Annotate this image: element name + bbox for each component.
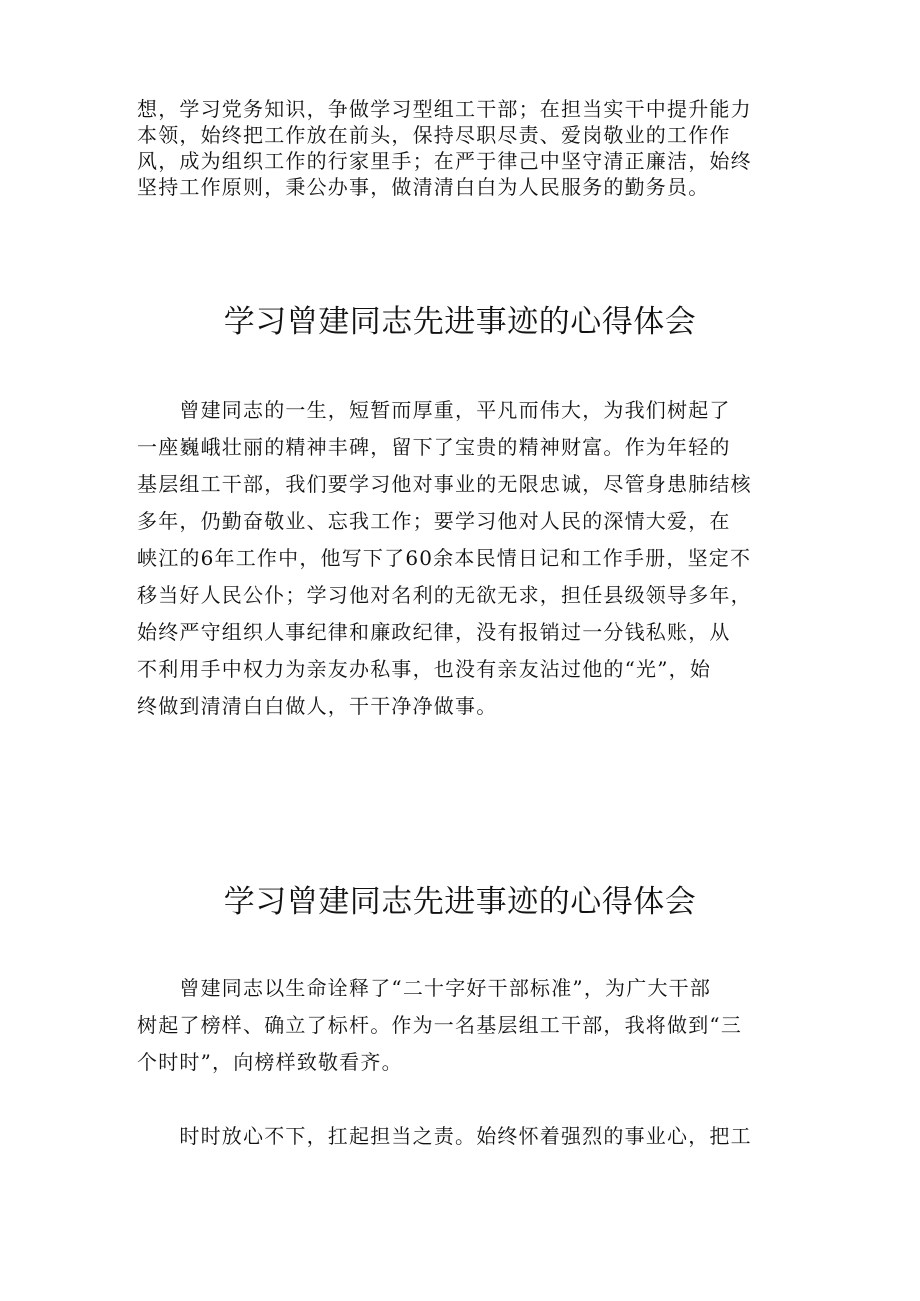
text-line: 基层组工干部，我们要学习他对事业的无限忠诚，尽管身患肺结核 (137, 472, 752, 496)
text-line: 想，学习党务知识，争做学习型组工干部；在担当实干中提升能力 (137, 97, 752, 121)
continuation-paragraph (137, 96, 797, 200)
text-line: 峡江的6年工作中，他写下了60余本民情日记和工作手册，坚定不 (137, 546, 752, 570)
text-line: 坚持工作原则，秉公办事，做清清白白为人民服务的勤务员。 (137, 175, 710, 199)
text-line: 不利用手中权力为亲友办私事，也没有亲友沾过他的“光”，始 (137, 657, 712, 681)
body-paragraph (137, 970, 797, 1081)
text-line: 多年，仍勤奋敬业、忘我工作；要学习他对人民的深情大爱，在 (137, 509, 731, 533)
text-line: 移当好人民公仆；学习他对名利的无欲无求，担任县级领导多年， (137, 583, 752, 607)
text-line: 树起了榜样、确立了标杆。作为一名基层组工干部，我将做到“三 (137, 1013, 743, 1037)
text-line: 本领，始终把工作放在前头，保持尽职尽责、爱岗敬业的工作作 (137, 123, 731, 147)
text-line: 个时时”，向榜样致敬看齐。 (137, 1050, 403, 1074)
text-line: 风，成为组织工作的行家里手；在严于律己中坚守清正廉洁，始终 (137, 149, 752, 173)
text-line: 曾建同志以生命诠释了“二十字好干部标准”，为广大干部 (137, 976, 712, 1000)
text-line: 一座巍峨壮丽的精神丰碑，留下了宝贵的精神财富。作为年轻的 (137, 435, 731, 459)
body-paragraph (137, 1118, 797, 1155)
section-title: 学习曾建同志先进事迹的心得体会 (223, 884, 697, 920)
text-line: 时时放心不下，扛起担当之责。始终怀着强烈的事业心，把工 (137, 1124, 752, 1148)
body-paragraph (137, 392, 797, 725)
text-line: 曾建同志的一生，短暂而厚重，平凡而伟大，为我们树起了 (137, 398, 731, 422)
text-line: 终做到清清白白做人，干干净净做事。 (137, 694, 498, 718)
section-title: 学习曾建同志先进事迹的心得体会 (223, 304, 697, 340)
text-line: 始终严守组织人事纪律和廉政纪律，没有报销过一分钱私账，从 (137, 620, 731, 644)
